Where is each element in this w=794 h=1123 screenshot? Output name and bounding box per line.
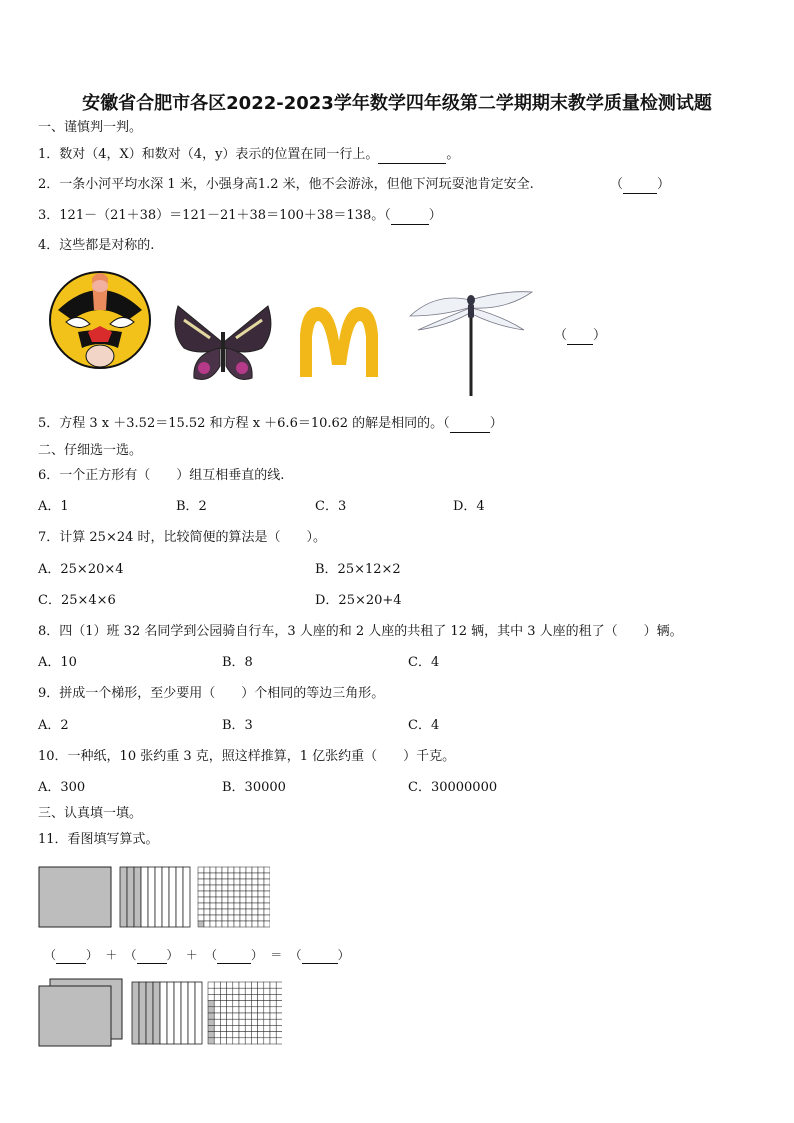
question-4-answer[interactable] xyxy=(554,328,606,345)
question-8: 8．四（1）班 32 名同学到公园骑自行车，3 人座的和 2 人座的共租了 12 辆，其中 3 人座的租了（ ）辆。 xyxy=(38,624,683,639)
option-d[interactable]: D．4 xyxy=(453,499,485,514)
question-1-end: 。 xyxy=(446,147,460,162)
page-title: 安徽省合肥市各区2022-2023学年数学四年级第二学期期末教学质量检测试题 xyxy=(82,93,712,114)
option-c[interactable]: C．30000000 xyxy=(408,780,498,795)
option-c[interactable]: C．4 xyxy=(408,655,440,670)
peking-opera-mask-icon xyxy=(48,270,152,370)
option-c[interactable]: C．4 xyxy=(408,718,440,733)
answer-blank[interactable] xyxy=(567,328,593,345)
option-a[interactable]: A．10 xyxy=(38,655,77,670)
answer-blank[interactable] xyxy=(623,177,657,194)
butterfly-icon xyxy=(170,302,276,388)
paren-open: （ xyxy=(554,328,568,343)
option-b[interactable]: B．2 xyxy=(176,499,207,514)
question-6: 6．一个正方形有（ ）组互相垂直的线. xyxy=(38,468,285,483)
question-7: 7．计算 25×24 时，比较简便的算法是（ ）。 xyxy=(38,530,327,545)
question-2-answer[interactable] xyxy=(610,177,670,194)
place-value-blocks-row-2 xyxy=(38,978,282,1048)
option-a[interactable]: A．2 xyxy=(38,718,69,733)
dragonfly-icon xyxy=(406,286,534,398)
option-a[interactable]: A．1 xyxy=(38,499,69,514)
place-value-blocks-row-1 xyxy=(38,866,270,928)
m-logo-icon xyxy=(296,305,382,377)
answer-blank[interactable] xyxy=(450,416,490,433)
question-11: 11．看图填写算式。 xyxy=(38,832,159,847)
question-5 xyxy=(38,416,503,433)
paren-close: ） xyxy=(593,328,607,343)
question-2-text: 2．一条小河平均水深 1 米，小强身高1.2 米，他不会游泳，但他下河玩耍池肯定安全. xyxy=(38,177,534,192)
question-3 xyxy=(38,208,442,225)
option-a[interactable]: A．25×20×4 xyxy=(38,562,124,577)
option-c[interactable]: C．3 xyxy=(315,499,347,514)
option-b[interactable]: B．8 xyxy=(222,655,253,670)
question-4: 4．这些都是对称的. xyxy=(38,238,155,253)
question-5-text: 5．方程 3 x ＋3.52＝15.52 和方程 x ＋6.6＝10.62 的解是相同的。（ xyxy=(38,416,450,431)
option-a[interactable]: A．300 xyxy=(38,780,86,795)
question-9: 9．拼成一个梯形，至少要用（ ）个相同的等边三角形。 xyxy=(38,686,385,701)
option-d[interactable]: D．25×20+4 xyxy=(315,593,402,608)
question-1-text: 1．数对（4，X）和数对（4，y）表示的位置在同一行上。 xyxy=(38,147,379,162)
option-b[interactable]: B．25×12×2 xyxy=(315,562,401,577)
paren-close: ） xyxy=(657,177,671,192)
option-c[interactable]: C．25×4×6 xyxy=(38,593,116,608)
question-1 xyxy=(38,147,459,164)
option-b[interactable]: B．30000 xyxy=(222,780,286,795)
question-3-text: 3．121－（21＋38）＝121－21＋38＝100＋38＝138。（ xyxy=(38,208,391,223)
answer-blank[interactable] xyxy=(378,147,446,164)
equation-blanks[interactable]: （ ） ＋ （ ） ＋ （ ） ＝ （ ） xyxy=(44,948,350,962)
section-3-heading: 三、认真填一填。 xyxy=(38,806,143,821)
paren-open: （ xyxy=(610,177,624,192)
section-2-heading: 二、仔细选一选。 xyxy=(38,443,143,458)
option-b[interactable]: B．3 xyxy=(222,718,253,733)
section-1-heading: 一、谨慎判一判。 xyxy=(38,120,143,135)
paren-close: ） xyxy=(489,416,503,431)
paren-close: ） xyxy=(428,208,442,223)
question-10: 10．一种纸，10 张约重 3 克，照这样推算，1 亿张约重（ ）千克。 xyxy=(38,749,456,764)
question-2 xyxy=(38,177,534,193)
answer-blank[interactable] xyxy=(391,208,429,225)
